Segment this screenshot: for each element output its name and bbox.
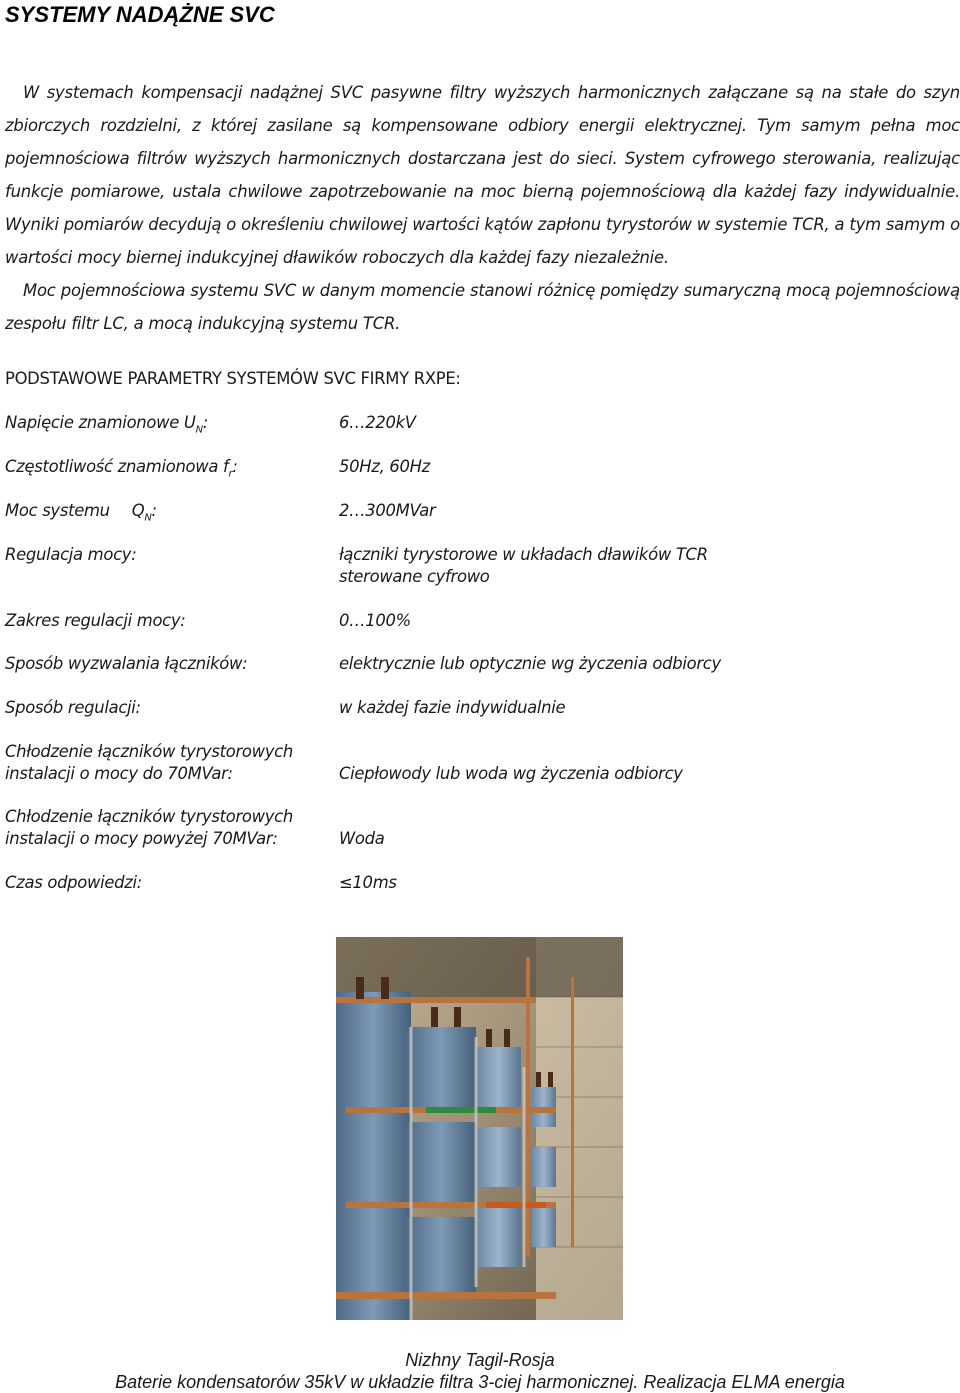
parameters-heading: PODSTAWOWE PARAMETRY SYSTEMÓW SVC FIRMY RXPE: (5, 369, 461, 388)
param-value-response: ≤10ms (339, 873, 397, 892)
param-value-regulation: łączniki tyrystorowe w układach dławików TCR sterowane cyfrowo (339, 545, 708, 586)
capacitor-bank-photo (336, 937, 623, 1320)
param-value-cooling-high: Woda (339, 829, 385, 848)
photo-caption-location: Nizhny Tagil-Rosja (405, 1350, 555, 1370)
param-label-voltage: Napięcie znamionowe $U_N$: (5, 413, 209, 436)
param-label-regulation: Regulacja mocy: (5, 545, 137, 564)
param-value-power: 2…300MVar (339, 501, 436, 520)
param-label-cooling-high: Chłodzenie łączników tyrystorowych instalacji o mocy powyżej 70MVar: (5, 807, 293, 848)
param-value-cooling-low: Ciepłowody lub woda wg życzenia odbiorcy (339, 764, 683, 783)
param-label-response: Czas odpowiedzi: (5, 873, 143, 892)
intro-paragraph: Moc pojemnościowa systemu SVC w danym momencie stanowi różnicę pomiędzy sumaryczną mocą pojemnościową zespołu filtr LC, a mocą indukcyjną systemu TCR. (5, 281, 960, 333)
param-value-frequency: 50Hz, 60Hz (339, 457, 430, 476)
param-label-cooling-low: Chłodzenie łączników tyrystorowych instalacji o mocy do 70MVar: (5, 742, 293, 783)
param-label-range: Zakres regulacji mocy: (5, 611, 186, 630)
param-label-triggering: Sposób wyzwalania łączników: (5, 654, 248, 673)
photo-caption-description: Baterie kondensatorów 35kV w układzie filtra 3-ciej harmonicznej. Realizacja ELMA energia (115, 1372, 845, 1392)
param-value-triggering: elektrycznie lub optycznie wg życzenia odbiorcy (339, 654, 721, 673)
param-value-voltage: 6…220kV (339, 413, 416, 432)
param-value-regulation-method: w każdej fazie indywidualnie (339, 698, 566, 717)
param-label-regulation-method: Sposób regulacji: (5, 698, 141, 717)
param-label-power: Moc systemu $Q_N$: (5, 501, 157, 524)
intro-text (5, 76, 960, 340)
param-value-range: 0…100% (339, 611, 411, 630)
intro-paragraph: W systemach kompensacji nadążnej SVC pasywne filtry wyższych harmonicznych załączane są na stałe do szyn zbiorczych rozdzielni, z której zasilane są kompensowane odbiory energii elektrycznej. Tym samym pełna moc pojemnościowa filtrów wyższych harmonicznych dostarczana jest do sieci. System cyfrowego sterowania, realizując funkcje pomiarowe, ustala chwilowe zapotrzebowanie na moc bierną pojemnościową dla każdej fazy indywidualnie. Wyniki pomiarów decydują o określeniu chwilowej wartości kątów zapłonu tyrystorów w systemie TCR, a tym samym o wartości mocy biernej indukcyjnej dławików roboczych dla każdej fazy niezależnie. (5, 83, 960, 267)
param-label-frequency: Częstotliwość znamionowa $f_r$: (5, 457, 238, 480)
page-title: SYSTEMY NADĄŻNE SVC (5, 2, 275, 27)
